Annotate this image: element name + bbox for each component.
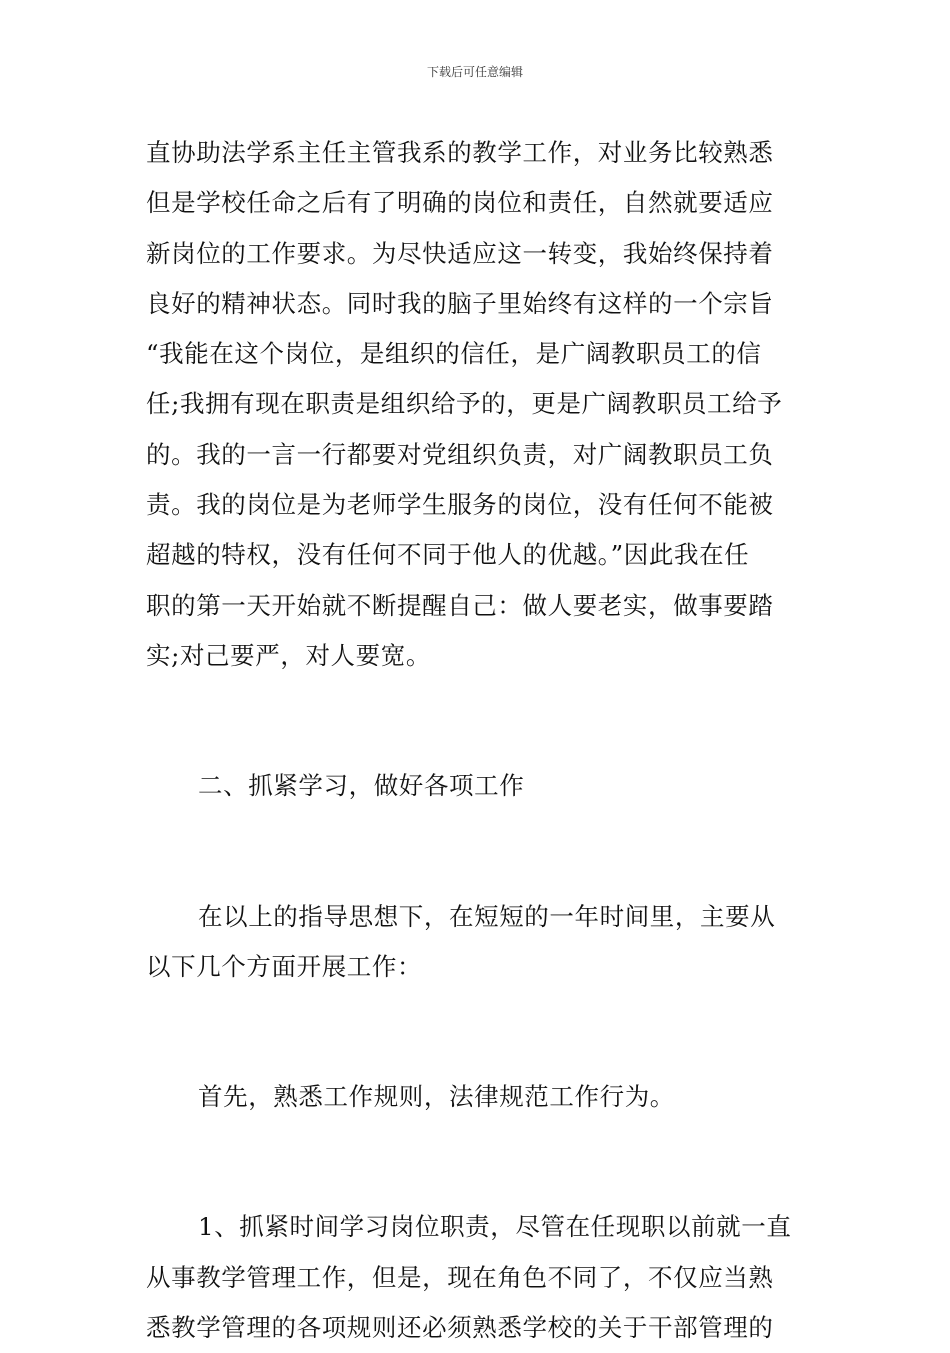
spacer xyxy=(146,1122,810,1202)
text-line: 任;我拥有现在职责是组织给予的，更是广阔教职员工给予 xyxy=(146,389,783,419)
paragraph-2 xyxy=(146,892,810,993)
text-line: 但是学校任命之后有了明确的岗位和责任，自然就要适应 xyxy=(146,188,774,218)
section-heading: 二、抓紧学习，做好各项工作 xyxy=(198,771,525,801)
text-line: 良好的精神状态。同时我的脑子里始终有这样的一个宗旨 xyxy=(146,288,774,318)
text-line: 以下几个方面开展工作： xyxy=(146,951,423,981)
text-line: 在以上的指导思想下，在短短的一年时间里，主要从 xyxy=(198,901,776,931)
document-body xyxy=(146,128,810,1353)
spacer xyxy=(146,992,810,1072)
spacer xyxy=(146,681,810,761)
text-line: 新岗位的工作要求。为尽快适应这一转变，我始终保持着 xyxy=(146,238,774,268)
paragraph-3: 首先，熟悉工作规则，法律规范工作行为。 xyxy=(198,1082,675,1112)
text-line: 从事教学管理工作，但是，现在角色不同了，不仅应当熟 xyxy=(146,1262,774,1292)
paragraph-1 xyxy=(146,128,810,681)
page-header: 下载后可任意编辑 xyxy=(426,65,523,79)
text-line: 直协助法学系主任主管我系的教学工作，对业务比较熟悉 xyxy=(146,138,774,167)
text-line: 悉教学管理的各项规则还必须熟悉学校的关于干部管理的 xyxy=(146,1313,774,1343)
paragraph-4 xyxy=(146,1202,810,1353)
text-line: 实;对己要严，对人要宽。 xyxy=(146,640,431,670)
text-line: 1、抓紧时间学习岗位职责，尽管在任现职以前就一直 xyxy=(198,1212,792,1242)
text-line: 职的第一天开始就不断提醒自己：做人要老实，做事要踏 xyxy=(146,590,774,620)
text-line: 的。我的一言一行都要对党组织负责，对广阔教职员工负 xyxy=(146,439,774,469)
spacer xyxy=(146,812,810,892)
text-line: 责。我的岗位是为老师学生服务的岗位，没有任何不能被 xyxy=(146,490,774,520)
text-line: “我能在这个岗位，是组织的信任，是广阔教职员工的信 xyxy=(146,339,762,369)
text-line: 超越的特权，没有任何不同于他人的优越。”因此我在任 xyxy=(146,540,750,570)
